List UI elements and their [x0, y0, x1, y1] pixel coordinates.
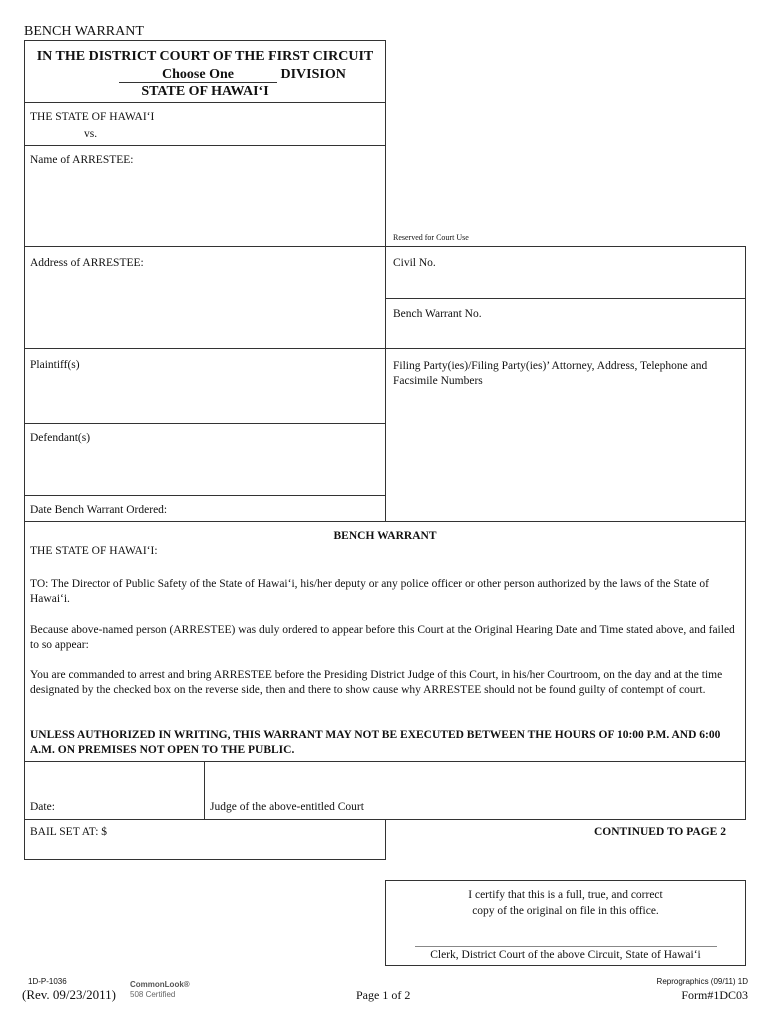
- divider: [385, 246, 746, 247]
- bail-bottom-border: [24, 859, 386, 860]
- paragraph-unless: UNLESS AUTHORIZED IN WRITING, THIS WARRANT MAY NOT BE EXECUTED BETWEEN THE HOURS OF 10:00 P.M. AND 6:00 A.M. ON PREMISES NOT OPEN TO THE PUBLIC.: [30, 729, 721, 756]
- certified-label: 508 Certified: [130, 990, 176, 999]
- left-border: [24, 103, 25, 521]
- reprographics-label: Reprographics (09/11) 1D: [656, 977, 748, 986]
- divider: [385, 298, 746, 299]
- form-number: Form#1DC03: [681, 988, 748, 1002]
- filing-party-field[interactable]: [393, 392, 741, 516]
- clerk-signature-line[interactable]: [415, 946, 717, 947]
- civil-no-field[interactable]: [450, 254, 740, 294]
- paragraph-to: TO: The Director of Public Safety of the State of Hawai‘i, his/her deputy or any police officer or other person authorized by the laws of the State of Hawai‘i.: [30, 578, 709, 605]
- right-border: [745, 246, 746, 521]
- arrestee-address-field[interactable]: [30, 273, 380, 343]
- divider: [24, 423, 386, 424]
- caption-state: THE STATE OF HAWAI‘I: [30, 111, 155, 123]
- filing-party-label: Filing Party(ies)/Filing Party(ies)’ Attorney, Address, Telephone and Facsimile Numbers: [393, 360, 708, 387]
- date-ordered-label: Date Bench Warrant Ordered:: [30, 504, 168, 516]
- form-code: 1D-P-1036: [28, 977, 67, 986]
- divider: [24, 348, 386, 349]
- divider: [385, 348, 746, 349]
- division-line: [119, 67, 346, 83]
- warrant-title: BENCH WARRANT: [333, 530, 437, 542]
- divider: [24, 246, 386, 247]
- defendants-field[interactable]: [30, 448, 380, 492]
- date-label: Date:: [30, 801, 55, 813]
- judge-label: Judge of the above-entitled Court: [210, 801, 364, 813]
- arrestee-address-label: Address of ARRESTEE:: [30, 257, 144, 269]
- court-name: IN THE DISTRICT COURT OF THE FIRST CIRCUIT: [36, 49, 374, 64]
- paragraph-commanded: You are commanded to arrest and bring ARRESTEE before the Presiding District Judge of this Court, in his/her Courtroom, on the day and at the time designated by the checked box on the reverse side, then and there to show cause why ARRESTEE should not be found guilty of contempt of court.: [30, 669, 723, 696]
- plaintiffs-label: Plaintiff(s): [30, 359, 80, 371]
- continued-note: CONTINUED TO PAGE 2: [594, 826, 726, 838]
- bail-right-border: [385, 820, 386, 860]
- civil-no-label: Civil No.: [393, 257, 436, 269]
- division-label: DIVISION: [280, 67, 346, 82]
- arrestee-name-field[interactable]: [30, 170, 380, 242]
- commonlook-logo: CommonLook®: [130, 980, 190, 989]
- document-title: BENCH WARRANT: [24, 24, 144, 39]
- court-header-box: [24, 40, 386, 103]
- bench-warrant-no-field[interactable]: [495, 305, 740, 343]
- clerk-label: Clerk, District Court of the above Circuit, State of Hawai‘i: [430, 949, 701, 961]
- caption-vs: vs.: [84, 128, 98, 140]
- divider: [24, 145, 386, 146]
- paragraph-because: Because above-named person (ARRESTEE) was duly ordered to appear before this Court at the Original Hearing Date and Time stated above, and failed to so appear:: [30, 624, 735, 651]
- center-divider: [385, 103, 386, 521]
- arrestee-name-label: Name of ARRESTEE:: [30, 154, 134, 166]
- divider: [24, 495, 386, 496]
- page-number: Page 1 of 2: [356, 988, 411, 1002]
- certify-line-2: copy of the original on file in this office.: [472, 905, 659, 917]
- judge-signature-field[interactable]: [210, 765, 740, 797]
- division-select[interactable]: Choose One: [119, 68, 277, 83]
- bench-warrant-no-label: Bench Warrant No.: [393, 308, 482, 320]
- bail-amount-field[interactable]: [118, 824, 380, 854]
- revision-date: (Rev. 09/23/2011): [22, 987, 116, 1002]
- state-heading: STATE OF HAWAI‘I: [141, 84, 269, 99]
- signature-divider: [204, 761, 205, 820]
- reserved-label: Reserved for Court Use: [393, 233, 469, 242]
- plaintiffs-field[interactable]: [30, 375, 380, 419]
- defendants-label: Defendant(s): [30, 432, 91, 444]
- warrant-state: THE STATE OF HAWAI‘I:: [30, 545, 158, 557]
- bail-left-border: [24, 820, 25, 860]
- bail-label: BAIL SET AT: $: [30, 826, 108, 838]
- date-field[interactable]: [30, 765, 198, 797]
- certify-line-1: I certify that this is a full, true, and correct: [468, 889, 663, 901]
